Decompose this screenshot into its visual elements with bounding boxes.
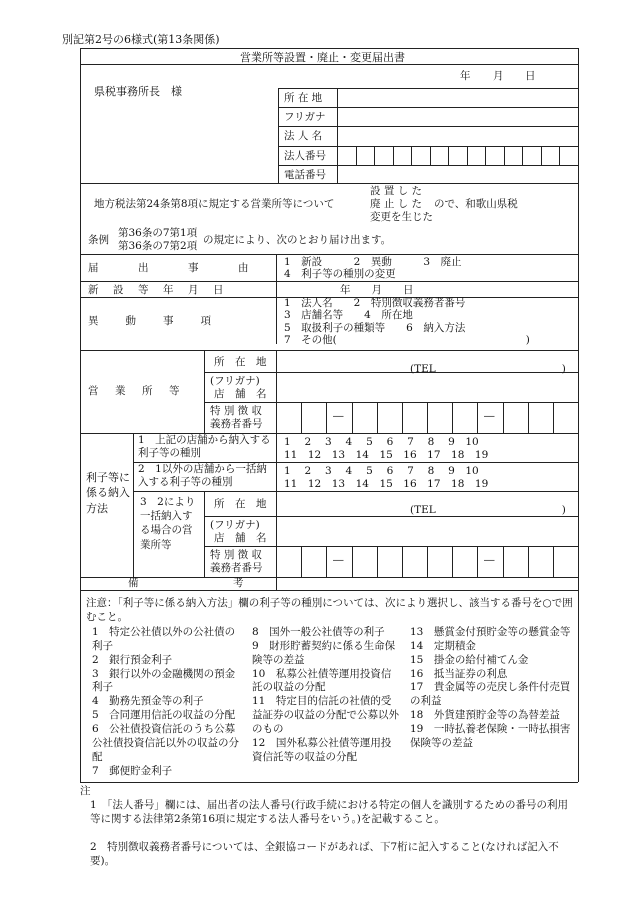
office-agent-label: 特 別 徴 収 xyxy=(210,405,263,417)
note-item: 3 銀行以外の金融機関の預金利子 xyxy=(92,667,236,694)
office-agent-label-2: 義務者番号 xyxy=(210,418,263,430)
article-2: 第36条の7第2項 xyxy=(118,240,198,252)
change-label: 異 動 事 項 xyxy=(88,315,213,327)
change-item-3: 5 取扱利子の種類等 6 納入方法 xyxy=(284,322,466,334)
option-change: 変更を生じた xyxy=(370,211,433,223)
date-year-label: 年 xyxy=(460,70,471,82)
payment-method-1: 1 上記の店舗から納入する利子等の種別 xyxy=(138,434,271,460)
change-item-2: 3 店舗名等 4 所在地 xyxy=(284,309,413,321)
agent-number-dash: ― xyxy=(484,410,495,422)
note-item: 7 郵便貯金利子 xyxy=(92,764,173,777)
change-item-4: 7 その他( ) xyxy=(284,334,530,346)
corp-number-label: 法人番号 xyxy=(284,150,326,162)
note-item: 2 銀行預金利子 xyxy=(92,653,173,666)
office-address-label: 所 在 地 xyxy=(214,356,267,368)
date-month-label: 月 xyxy=(493,70,504,82)
note-column-3 xyxy=(410,626,574,751)
note-item: 11 特定目的信託の社債的受益証券の収益の分配で公募以外のもの xyxy=(252,695,399,736)
option-establish: 設 置 し た xyxy=(370,185,423,197)
agent-number-dash: ― xyxy=(484,554,495,566)
office-label: 営 業 所 等 xyxy=(88,385,183,397)
statement-line2-suffix: の規定により、次のとおり届け出ます。 xyxy=(203,234,392,246)
note-item: 5 合同運用信託の収益の分配 xyxy=(92,709,236,722)
office-furigana-label: (フリガナ) xyxy=(210,375,260,387)
reason-label: 届 出 事 由 xyxy=(88,262,251,274)
payment-address-label: 所 在 地 xyxy=(214,498,267,510)
address-label: 所 在 地 xyxy=(284,92,323,104)
statement-line2-prefix: 条例 xyxy=(88,234,109,246)
remarks-label: 備 考 xyxy=(128,577,244,589)
option-abolish: 廃 止 し た xyxy=(370,198,423,210)
form-number-label: 別記第2号の6様式(第13条関係) xyxy=(62,33,220,46)
numbers-row2-b: 11 12 13 14 15 16 17 18 19 xyxy=(284,478,489,490)
form-title: 営業所等設置・廃止・変更届出書 xyxy=(240,51,405,64)
note-item: 4 勤務先預金等の利子 xyxy=(92,695,204,708)
payment-label: 利子等に係る納入方法 xyxy=(86,471,130,515)
numbers-row1-b: 1 2 3 4 5 6 7 8 9 10 xyxy=(284,465,479,477)
corp-name-label: 法 人 名 xyxy=(284,130,323,142)
article-1: 第36条の7第1項 xyxy=(118,227,198,239)
note-item: 17 貴金属等の売戻し条件付売買の利益 xyxy=(410,681,571,708)
numbers-row1-a: 1 2 3 4 5 6 7 8 9 10 xyxy=(284,436,479,448)
note-item: 19 一時払養老保険・一時払損害保険等の差益 xyxy=(410,723,571,749)
established-value: 年 月 日 xyxy=(340,284,414,296)
note-item: 9 財形貯蓄契約に係る生命保険等の差益 xyxy=(252,639,396,666)
payment-tel: (TEL ) xyxy=(410,504,566,516)
note-item: 18 外貨建預貯金等の為替差益 xyxy=(410,709,560,722)
note-item: 13 懸賞金付預貯金等の懸賞金等 xyxy=(410,626,571,638)
change-item-1: 1 法人名 2 特別徴収義務者番号 xyxy=(284,297,466,309)
numbers-row2-a: 11 12 13 14 15 16 17 18 19 xyxy=(284,449,489,461)
note-item: 10 私募公社債等運用投資信託の収益の分配 xyxy=(252,667,392,694)
note-column-2 xyxy=(252,626,400,765)
payment-method-3: 3 2により一括納入する場合の営業所等 xyxy=(140,496,196,551)
furigana-label: フリガナ xyxy=(284,111,326,123)
agent-number-dash: ― xyxy=(333,554,344,566)
footnote-label: 注 xyxy=(80,785,91,797)
footnote-1: 1 「法人番号」欄には、届出者の法人番号(行政手続における特定の個人を識別するための番号の利用等に関する法律第2条第16項に規定する法人番号をいう。)を記載すること。 xyxy=(90,799,569,825)
reason-options-2: 4 利子等の種別の変更 xyxy=(284,268,396,280)
note-item: 14 定期積金 xyxy=(410,639,476,652)
phone-label: 電話番号 xyxy=(284,169,326,181)
note-item: 1 特定公社債以外の公社債の利子 xyxy=(92,626,236,652)
payment-agent-label-2: 義務者番号 xyxy=(210,562,263,574)
agent-number-dash: ― xyxy=(333,410,344,422)
note-item: 15 掛金の給付補てん金 xyxy=(410,653,529,666)
footnote-2: 2 特別徴収義務者番号については、全銀協コードがあれば、下7桁に記入すること(なければ記入不要)。 xyxy=(90,841,559,867)
statement-line1-prefix: 地方税法第24条第8項に規定する営業所等について xyxy=(94,198,335,210)
statement-line1-suffix: ので、和歌山県税 xyxy=(434,198,518,210)
note-item: 6 公社債投資信託のうち公募公社債投資信託以外の収益の分配 xyxy=(92,723,239,763)
date-day-label: 日 xyxy=(525,70,536,82)
payment-furigana-label: (フリガナ) xyxy=(210,519,260,531)
note-intro: 注意：「利子等に係る納入方法」欄の利子等の種別については、次により選択し、該当する番号を○で囲むこと。 xyxy=(86,597,573,623)
note-item: 16 抵当証券の利息 xyxy=(410,667,508,680)
established-label: 新 設 等 年 月 日 xyxy=(88,284,226,296)
payment-store-name-label: 店 舗 名 xyxy=(214,532,267,544)
note-item: 8 国外一般公社債等の利子 xyxy=(252,626,385,638)
office-tel: (TEL ) xyxy=(410,363,566,375)
note-item: 12 国外私募公社債等運用投資信託等の収益の分配 xyxy=(252,736,392,763)
reason-options-1: 1 新設 2 異動 3 廃止 xyxy=(284,256,462,268)
addressee: 県税事務所長 様 xyxy=(94,85,182,98)
payment-agent-label: 特 別 徴 収 xyxy=(210,549,263,561)
note-column-1 xyxy=(92,626,242,778)
payment-method-2: 2 1以外の店舗から一括納入する利子等の種別 xyxy=(138,463,267,489)
office-store-name-label: 店 舗 名 xyxy=(214,388,267,400)
